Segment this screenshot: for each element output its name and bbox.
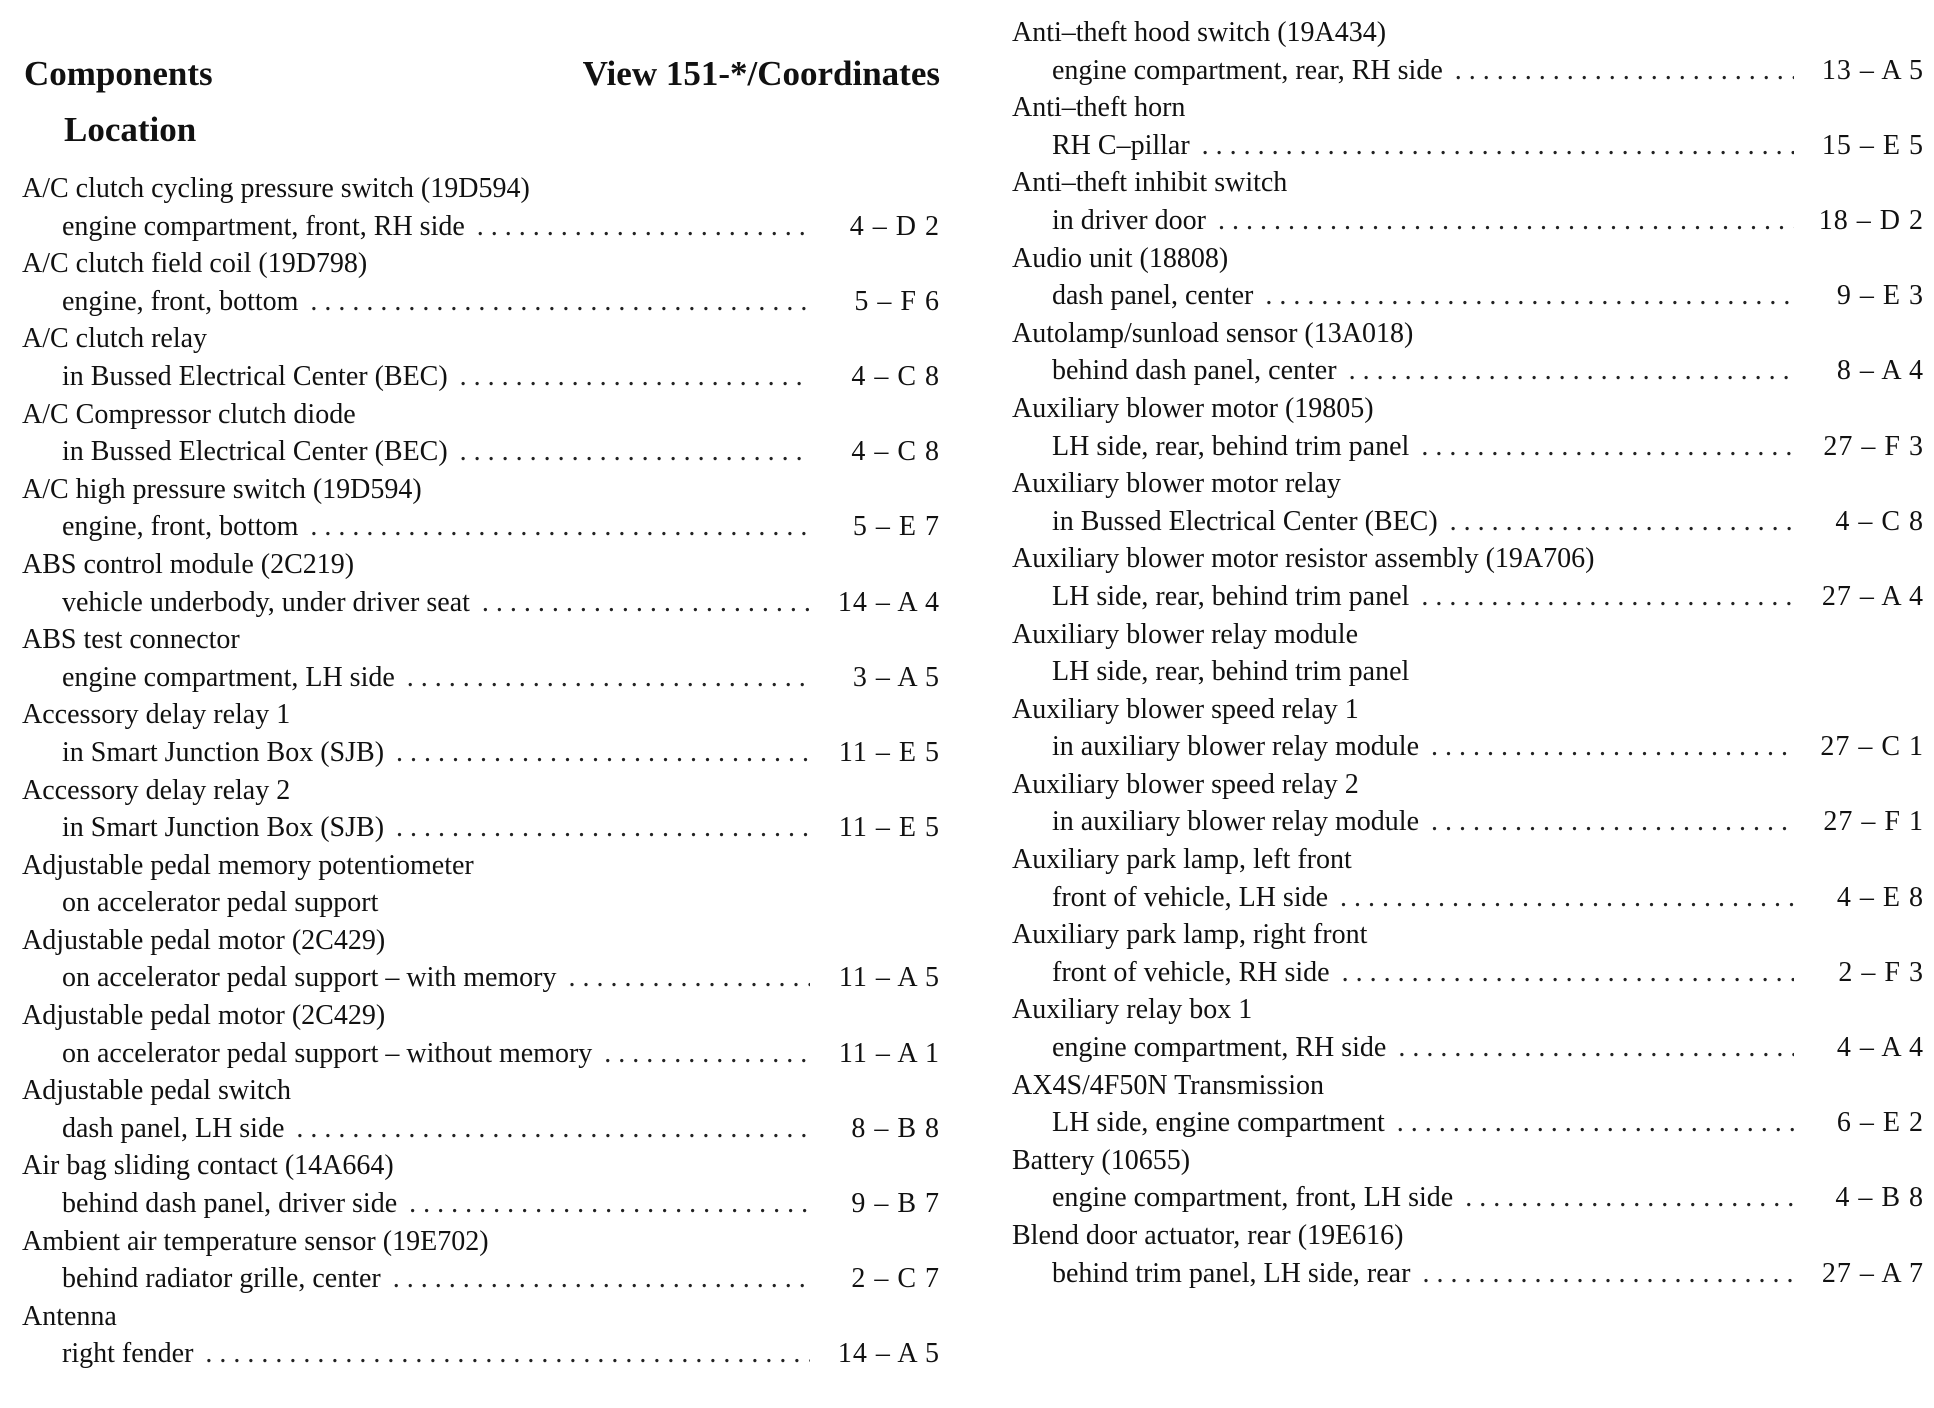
dot-leader [1421, 578, 1794, 616]
component-entry [1012, 240, 1924, 315]
component-location-row [1012, 1255, 1924, 1293]
component-location-row [22, 283, 940, 321]
dot-leader [1342, 954, 1794, 992]
view-coordinate: 6 – E 2 [1836, 1107, 1924, 1139]
component-location-row [1012, 728, 1924, 766]
component-location-row [1012, 503, 1924, 541]
dot-leader [1465, 1179, 1794, 1217]
view-coordinate: 5 – E 7 [852, 511, 940, 543]
component-name: Auxiliary blower motor (19805) [1012, 392, 1374, 424]
view-coordinate: 5 – F 6 [854, 285, 940, 317]
component-location: LH side, rear, behind trim panel [1052, 656, 1410, 688]
dot-leader [1421, 428, 1794, 466]
view-coordinate: 15 – E 5 [1821, 129, 1924, 161]
component-location-row [22, 1260, 940, 1298]
view-coordinate: 8 – A 4 [1836, 355, 1924, 387]
component-name: Auxiliary park lamp, left front [1012, 844, 1352, 876]
component-entry [1012, 766, 1924, 841]
component-name: A/C clutch relay [22, 323, 208, 355]
view-coordinate: 11 – E 5 [838, 736, 940, 768]
component-entry [22, 997, 940, 1072]
component-entry [1012, 89, 1924, 164]
component-entry [22, 396, 940, 471]
dot-leader [296, 1110, 810, 1148]
dot-leader [1349, 352, 1794, 390]
component-entry [1012, 465, 1924, 540]
view-coordinate: 27 – F 3 [1823, 430, 1924, 462]
view-coordinate: 13 – A 5 [1821, 54, 1924, 86]
dot-leader [1431, 728, 1794, 766]
component-location: in Smart Junction Box (SJB) [62, 812, 385, 844]
component-entry [22, 1223, 940, 1298]
component-name: A/C Compressor clutch diode [22, 398, 356, 430]
dot-leader [482, 584, 810, 622]
component-location: engine compartment, front, RH side [62, 210, 465, 242]
right-component-list [1012, 14, 1924, 1292]
component-name: Anti–theft inhibit switch [1012, 167, 1288, 199]
component-name: Accessory delay relay 2 [22, 774, 291, 806]
component-name: A/C high pressure switch (19D594) [22, 473, 422, 505]
dot-leader [1202, 127, 1794, 165]
component-location-row [22, 884, 940, 922]
dot-leader [1422, 1255, 1794, 1293]
dot-leader [409, 1185, 810, 1223]
component-location-row [1012, 954, 1924, 992]
component-name: Battery (10655) [1012, 1144, 1191, 1176]
view-coordinate: 4 – D 2 [849, 210, 940, 242]
component-name: Auxiliary blower speed relay 1 [1012, 693, 1359, 725]
component-location-row [1012, 352, 1924, 390]
component-location: engine, front, bottom [62, 511, 299, 543]
dot-leader [393, 1260, 810, 1298]
component-entry [1012, 691, 1924, 766]
component-entry [1012, 991, 1924, 1066]
view-coordinate: 27 – C 1 [1820, 731, 1924, 763]
component-entry [1012, 14, 1924, 89]
component-entry [1012, 164, 1924, 239]
component-name: Blend door actuator, rear (19E616) [1012, 1220, 1404, 1251]
component-entry [1012, 916, 1924, 991]
view-coordinate: 2 – F 3 [1838, 956, 1924, 988]
view-coordinates-heading: View 151-*/Coordinates [582, 54, 940, 93]
component-name: Adjustable pedal memory potentiometer [22, 849, 474, 881]
component-name: Anti–theft hood switch (19A434) [1012, 17, 1387, 48]
component-location: in driver door [1052, 204, 1206, 236]
component-entry [1012, 1067, 1924, 1142]
view-coordinate: 4 – E 8 [1836, 881, 1924, 913]
component-location: vehicle underbody, under driver seat [62, 586, 470, 618]
component-entry [1012, 315, 1924, 390]
component-location-row [22, 809, 940, 847]
component-name: Adjustable pedal motor (2C429) [22, 1000, 386, 1032]
component-entry [1012, 841, 1924, 916]
component-location-row [22, 208, 940, 246]
component-location-row [1012, 879, 1924, 917]
component-name: Ambient air temperature sensor (19E702) [22, 1225, 489, 1257]
component-location: in Bussed Electrical Center (BEC) [62, 360, 448, 392]
view-coordinate: 27 – A 7 [1821, 1257, 1924, 1289]
view-coordinate: 18 – D 2 [1818, 204, 1924, 236]
component-location: LH side, engine compartment [1052, 1107, 1385, 1139]
view-coordinate: 14 – A 5 [837, 1338, 940, 1370]
dot-leader [569, 959, 811, 997]
view-coordinate: 11 – E 5 [838, 812, 940, 844]
component-entry [1012, 616, 1924, 691]
component-location: right fender [62, 1338, 194, 1370]
component-name: Anti–theft horn [1012, 92, 1186, 124]
component-location: engine, front, bottom [62, 285, 299, 317]
component-name: AX4S/4F50N Transmission [1012, 1069, 1324, 1101]
component-location-row [1012, 1179, 1924, 1217]
component-location: dash panel, LH side [62, 1112, 285, 1144]
view-coordinate: 8 – B 8 [851, 1112, 940, 1144]
component-name: Antenna [22, 1300, 117, 1332]
component-location: in Bussed Electrical Center (BEC) [62, 436, 448, 468]
component-entry [1012, 540, 1924, 615]
location-heading: Location [64, 110, 197, 149]
component-location: RH C–pillar [1052, 129, 1190, 161]
component-entry [1012, 1217, 1924, 1292]
component-entry [1012, 390, 1924, 465]
component-name: Audio unit (18808) [1012, 242, 1229, 274]
dot-leader [310, 508, 810, 546]
left-component-list [22, 170, 940, 1373]
view-coordinate: 4 – C 8 [1835, 505, 1924, 537]
component-location-row [22, 659, 940, 697]
component-location-row [1012, 52, 1924, 90]
component-name: Air bag sliding contact (14A664) [22, 1150, 394, 1182]
component-name: ABS test connector [22, 624, 240, 656]
component-location-row [22, 433, 940, 471]
component-location: dash panel, center [1052, 280, 1254, 312]
view-coordinate: 4 – B 8 [1835, 1182, 1924, 1214]
component-location: front of vehicle, LH side [1052, 881, 1329, 913]
component-name: A/C clutch cycling pressure switch (19D594) [22, 173, 530, 204]
component-entry [22, 696, 940, 771]
component-entry [22, 245, 940, 320]
component-location-row [1012, 653, 1924, 691]
view-coordinate: 11 – A 5 [838, 962, 940, 994]
component-location-row [22, 1185, 940, 1223]
component-location-row [22, 1335, 940, 1373]
component-entry [22, 1298, 940, 1373]
component-location-row [1012, 202, 1924, 240]
view-coordinate: 3 – A 5 [852, 661, 940, 693]
component-location-row [1012, 803, 1924, 841]
dot-leader [1431, 803, 1794, 841]
component-location: on accelerator pedal support [62, 887, 379, 919]
component-location-row [1012, 428, 1924, 466]
component-location-row [1012, 1029, 1924, 1067]
component-name: Accessory delay relay 1 [22, 699, 291, 731]
view-coordinate: 11 – A 1 [838, 1037, 940, 1069]
component-location: front of vehicle, RH side [1052, 956, 1330, 988]
dot-leader [1265, 277, 1794, 315]
component-location-row [22, 1110, 940, 1148]
component-entry [22, 1147, 940, 1222]
dot-leader [1218, 202, 1794, 240]
component-name: Auxiliary blower motor resistor assembly (19A706) [1012, 543, 1595, 575]
component-location: LH side, rear, behind trim panel [1052, 430, 1410, 462]
view-coordinate: 4 – C 8 [851, 360, 940, 392]
dot-leader [460, 358, 810, 396]
component-location: behind radiator grille, center [62, 1263, 381, 1295]
component-entry [22, 320, 940, 395]
view-coordinate: 9 – B 7 [851, 1188, 940, 1220]
component-location-row [22, 584, 940, 622]
view-coordinate: 14 – A 4 [837, 586, 940, 618]
view-coordinate: 9 – E 3 [1836, 280, 1924, 312]
component-location: engine compartment, RH side [1052, 1032, 1387, 1064]
component-entry [1012, 1142, 1924, 1217]
component-location: behind dash panel, driver side [62, 1188, 398, 1220]
view-coordinate: 4 – A 4 [1836, 1032, 1924, 1064]
component-location: in auxiliary blower relay module [1052, 731, 1419, 763]
view-coordinate: 27 – F 1 [1823, 806, 1924, 838]
dot-leader [310, 283, 810, 321]
component-location-row [1012, 1104, 1924, 1142]
component-name: Auxiliary relay box 1 [1012, 994, 1253, 1026]
column-header [22, 54, 940, 96]
component-location: on accelerator pedal support – with memory [62, 962, 557, 994]
view-coordinate: 4 – C 8 [851, 436, 940, 468]
component-location: engine compartment, rear, RH side [1052, 54, 1443, 86]
dot-leader [396, 734, 810, 772]
component-location-row [22, 1035, 940, 1073]
component-location: behind dash panel, center [1052, 355, 1337, 387]
dot-leader [477, 208, 810, 246]
component-entry [22, 922, 940, 997]
components-heading: Components [24, 54, 213, 93]
dot-leader [1340, 879, 1794, 917]
component-entry [22, 170, 940, 245]
dot-leader [604, 1035, 810, 1073]
dot-leader [205, 1335, 810, 1373]
component-location: behind trim panel, LH side, rear [1052, 1257, 1411, 1289]
dot-leader [1450, 503, 1794, 541]
component-location: engine compartment, front, LH side [1052, 1182, 1454, 1214]
dot-leader [396, 809, 810, 847]
view-coordinate: 27 – A 4 [1821, 580, 1924, 612]
component-name: ABS control module (2C219) [22, 548, 355, 580]
component-location-row [1012, 277, 1924, 315]
dot-leader [460, 433, 810, 471]
dot-leader [1398, 1029, 1794, 1067]
component-entry [22, 847, 940, 922]
component-name: Auxiliary blower relay module [1012, 618, 1359, 650]
component-entry [22, 471, 940, 546]
component-name: Adjustable pedal switch [22, 1075, 292, 1107]
component-location: engine compartment, LH side [62, 661, 395, 693]
component-entry [22, 546, 940, 621]
component-name: Auxiliary blower motor relay [1012, 468, 1341, 500]
component-entry [22, 1072, 940, 1147]
dot-leader [1397, 1104, 1794, 1142]
component-location: in auxiliary blower relay module [1052, 806, 1419, 838]
component-name: A/C clutch field coil (19D798) [22, 248, 368, 280]
component-location-row [1012, 578, 1924, 616]
component-location-row [1012, 127, 1924, 165]
component-name: Auxiliary park lamp, right front [1012, 919, 1368, 951]
component-entry [22, 772, 940, 847]
component-location-row [22, 358, 940, 396]
view-coordinate: 2 – C 7 [851, 1263, 940, 1295]
component-location-row [22, 508, 940, 546]
component-location: LH side, rear, behind trim panel [1052, 580, 1410, 612]
dot-leader [1455, 52, 1794, 90]
component-location: in Bussed Electrical Center (BEC) [1052, 505, 1438, 537]
dot-leader [407, 659, 810, 697]
component-location-row [22, 959, 940, 997]
component-name: Adjustable pedal motor (2C429) [22, 924, 386, 956]
component-name: Auxiliary blower speed relay 2 [1012, 768, 1359, 800]
component-location: on accelerator pedal support – without memory [62, 1037, 593, 1069]
component-location: in Smart Junction Box (SJB) [62, 736, 385, 768]
component-entry [22, 621, 940, 696]
component-location-row [22, 734, 940, 772]
component-name: Autolamp/sunload sensor (13A018) [1012, 317, 1414, 349]
